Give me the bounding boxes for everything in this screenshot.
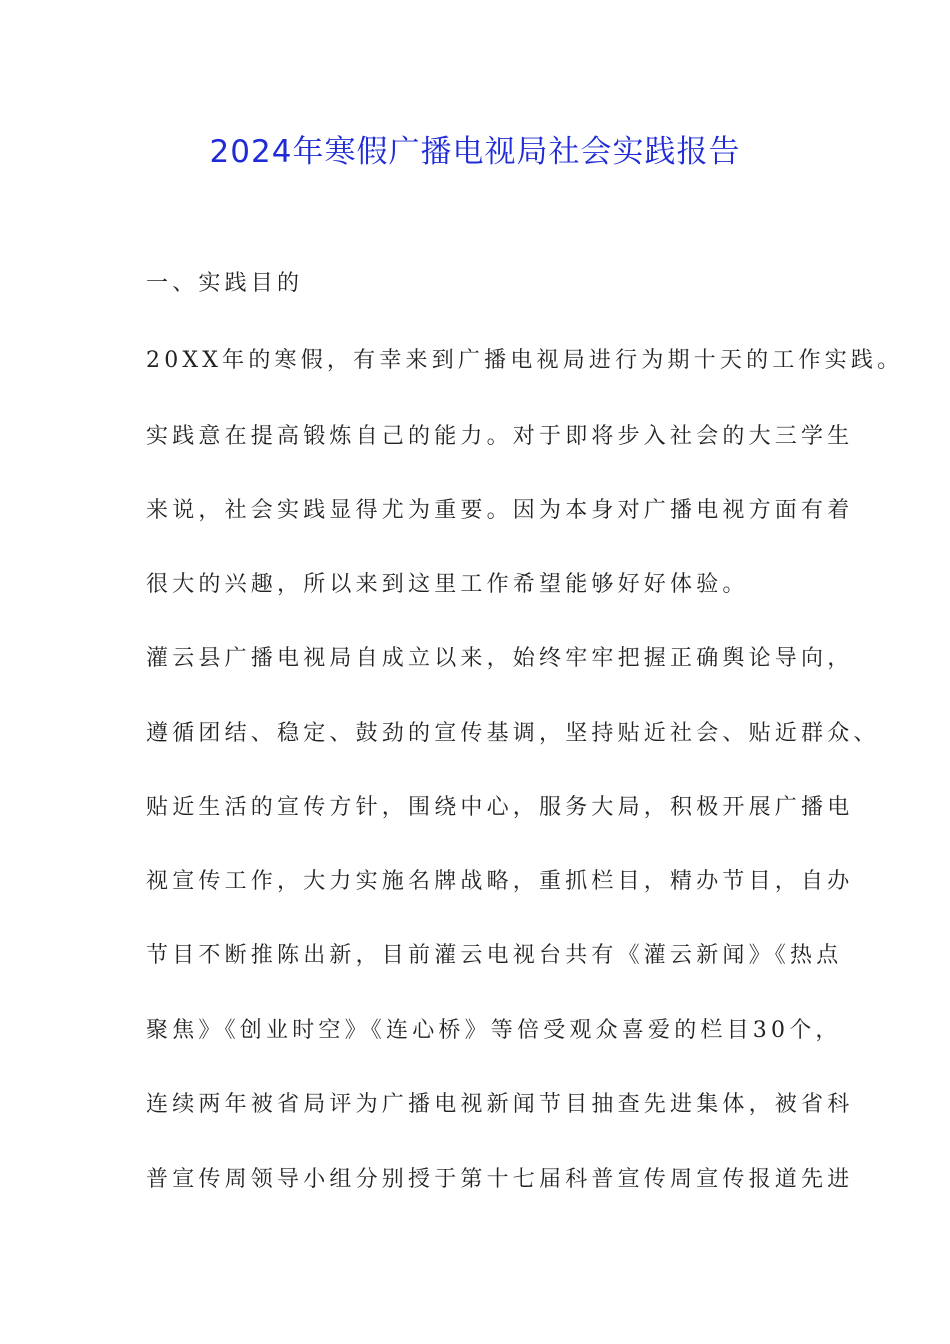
body-line: 连续两年被省局评为广播电视新闻节目抽查先进集体，被省科 [146, 1092, 854, 1117]
body-line: 普宣传周领导小组分别授于第十七届科普宣传周宣传报道先进 [146, 1167, 854, 1192]
body-line: 20XX年的寒假，有幸来到广播电视局进行为期十天的工作实践。 [146, 348, 904, 373]
section-heading: 一、实践目的 [146, 271, 304, 296]
body-line: 遵循团结、稳定、鼓劲的宣传基调，坚持贴近社会、贴近群众、 [146, 721, 880, 746]
document-title: 2024年寒假广播电视局社会实践报告 [209, 134, 741, 170]
body-line: 聚焦》《创业时空》《连心桥》等倍受观众喜爱的栏目30个， [146, 1018, 842, 1043]
body-line: 视宣传工作，大力实施名牌战略，重抓栏目，精办节目，自办 [146, 869, 854, 894]
body-line: 灌云县广播电视局自成立以来，始终牢牢把握正确舆论导向， [146, 646, 854, 671]
body-line: 实践意在提高锻炼自己的能力。对于即将步入社会的大三学生 [146, 424, 854, 449]
body-line: 很大的兴趣，所以来到这里工作希望能够好好体验。 [146, 572, 749, 597]
body-line: 贴近生活的宣传方针，围绕中心，服务大局，积极开展广播电 [146, 795, 854, 820]
body-line: 来说，社会实践显得尤为重要。因为本身对广播电视方面有着 [146, 498, 854, 523]
body-line: 节目不断推陈出新，目前灌云电视台共有《灌云新闻》《热点 [146, 943, 843, 968]
